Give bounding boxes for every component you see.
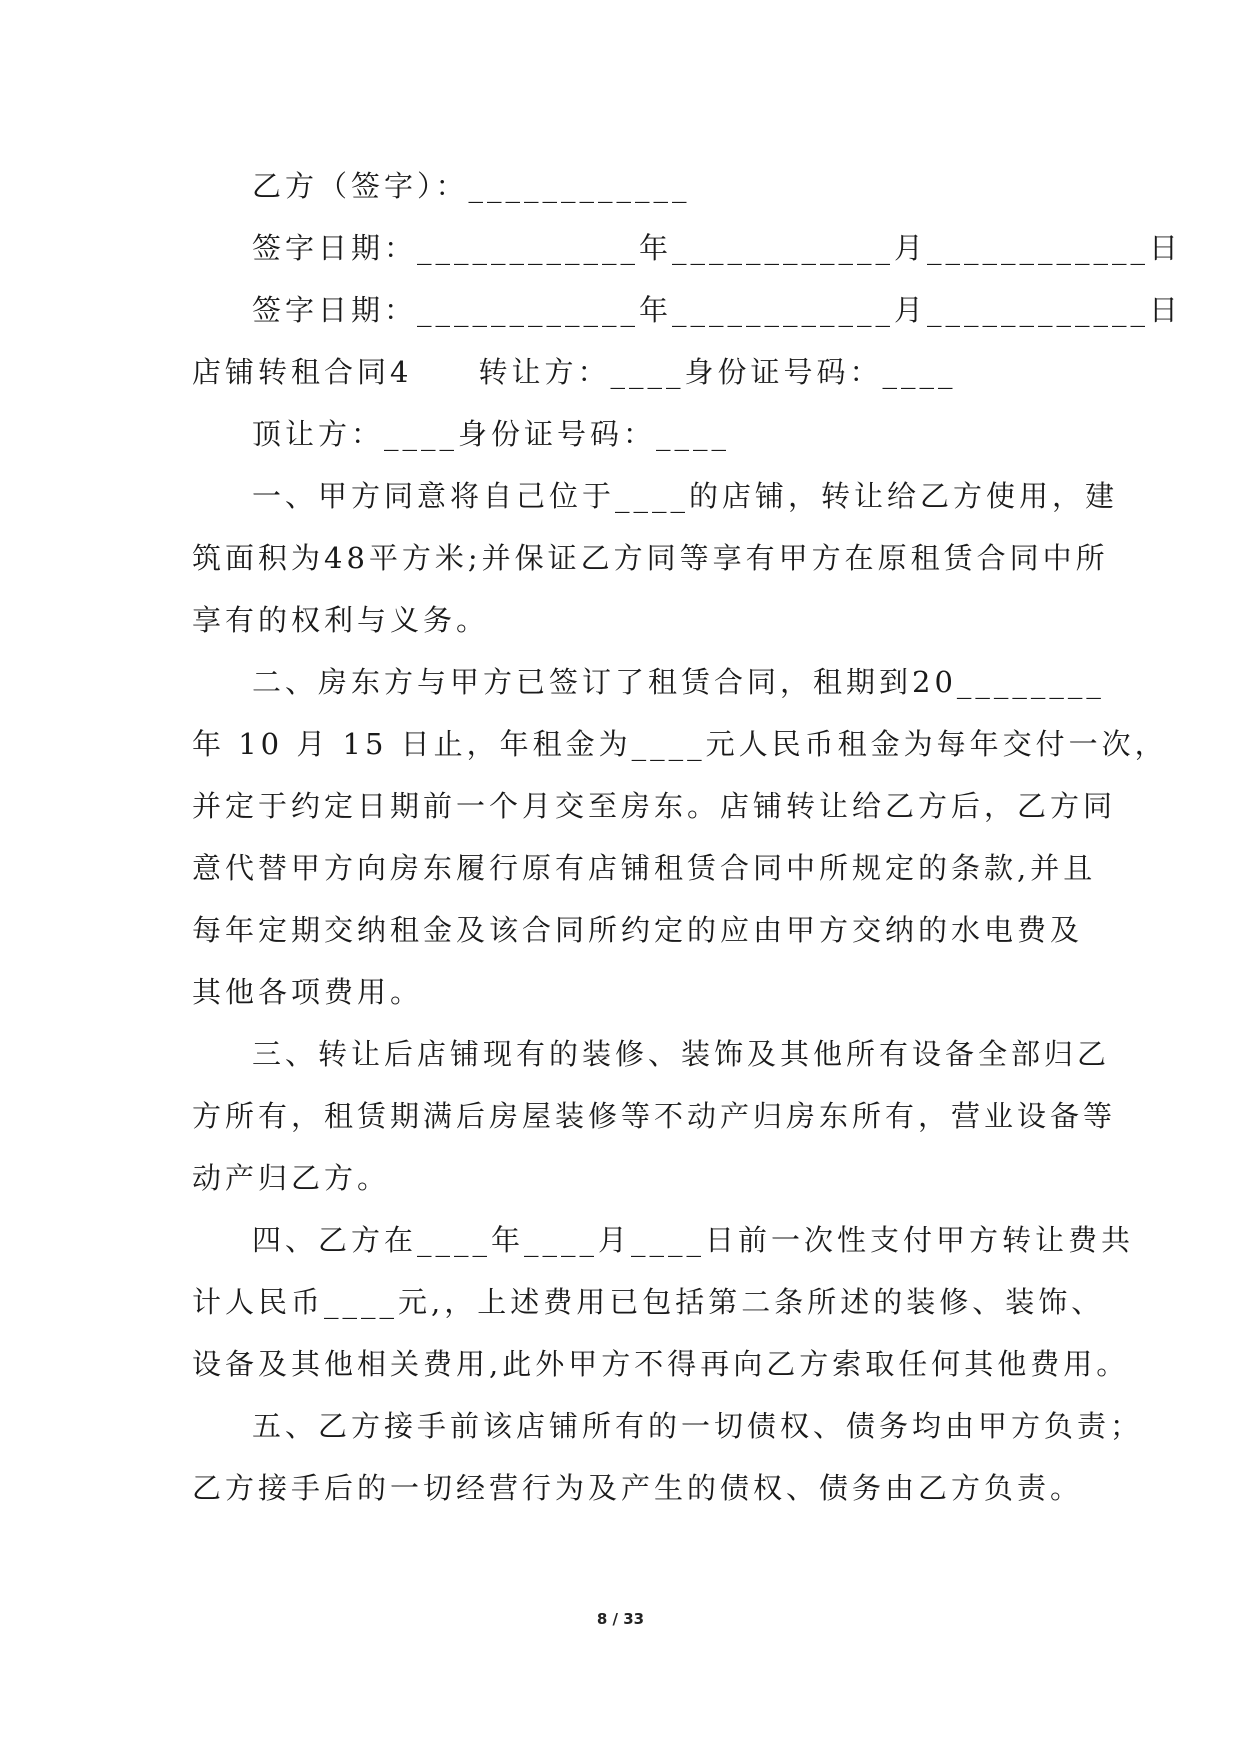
signature-date-line: 签字日期：____________年____________月____________日 (252, 293, 1183, 327)
clause-3-line: 动产归乙方。 (192, 1161, 391, 1195)
clause-5-line: 五、乙方接手前该店铺所有的一切债权、债务均由甲方负责； (252, 1409, 1144, 1443)
page-number: 8 / 33 (596, 1610, 645, 1628)
clause-3-line: 方所有，租赁期满后房屋装修等不动产归房东所有，营业设备等 (192, 1099, 1117, 1133)
clause-4-line: 计人民币____元,，上述费用已包括第二条所述的装修、装饰、 (192, 1285, 1105, 1319)
clause-5-line: 乙方接手后的一切经营行为及产生的债权、债务由乙方负责。 (192, 1471, 1084, 1505)
clause-1-line: 享有的权利与义务。 (192, 603, 490, 637)
clause-1-line: 一、甲方同意将自己位于____的店铺，转让给乙方使用，建 (252, 479, 1119, 513)
clause-2-line: 意代替甲方向房东履行原有店铺租赁合同中所规定的条款,并且 (192, 851, 1097, 885)
transferee-line: 顶让方：____身份证号码：____ (252, 417, 731, 451)
clause-4-line: 设备及其他相关费用,此外甲方不得再向乙方索取任何其他费用。 (192, 1347, 1130, 1381)
clause-2-line: 其他各项费用。 (192, 975, 424, 1009)
clause-4-line: 四、乙方在____年____月____日前一次性支付甲方转让费共 (252, 1223, 1135, 1257)
contract-heading-line: 店铺转租合同4 转让方：____身份证号码：____ (192, 355, 957, 389)
clause-2-line: 二、房东方与甲方已签订了租赁合同，租期到20________ (252, 665, 1105, 699)
document-body (192, 155, 1183, 1519)
clause-3-line: 三、转让后店铺现有的装修、装饰及其他所有设备全部归乙 (252, 1037, 1111, 1071)
signature-date-line: 签字日期：____________年____________月____________日 (252, 231, 1183, 265)
clause-2-line: 并定于约定日期前一个月交至房东。店铺转让给乙方后，乙方同 (192, 789, 1117, 823)
clause-2-line: 每年定期交纳租金及该合同所约定的应由甲方交纳的水电费及 (192, 913, 1084, 947)
signature-line-party-b: 乙方（签字）：____________ (252, 169, 691, 203)
clause-2-line: 年 10 月 15 日止，年租金为____元人民币租金为每年交付一次， (192, 727, 1168, 761)
clause-1-line: 筑面积为48平方米;并保证乙方同等享有甲方在原租赁合同中所 (192, 541, 1109, 575)
